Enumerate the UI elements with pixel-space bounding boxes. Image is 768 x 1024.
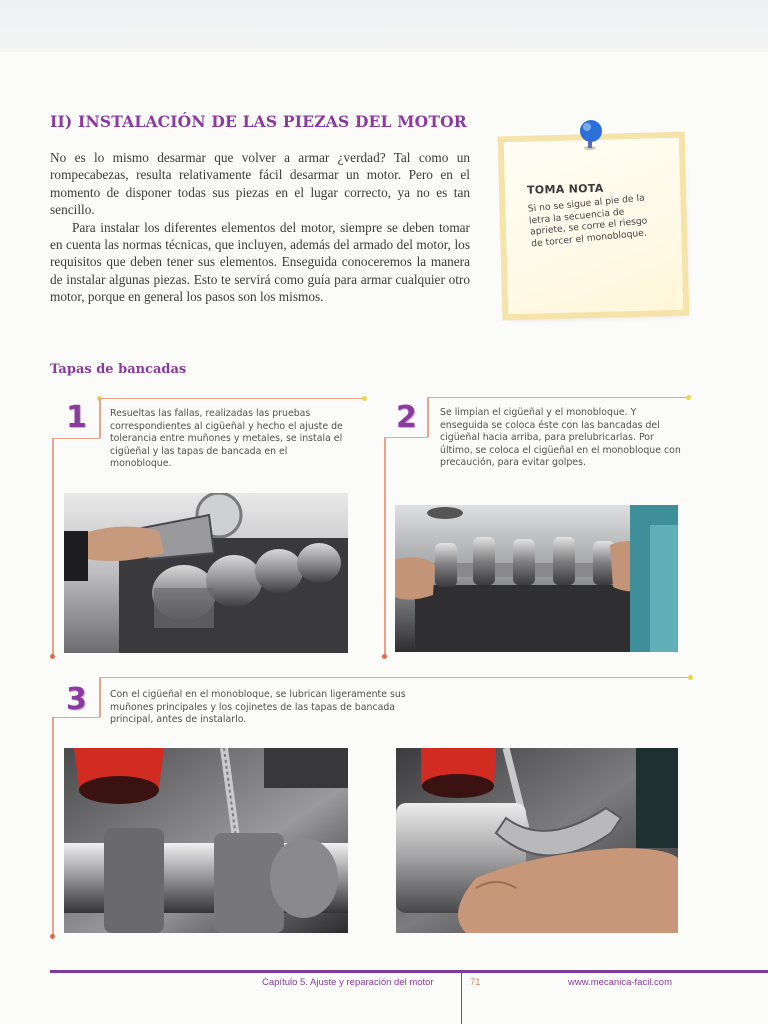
rail-line — [52, 717, 54, 937]
rail-dot — [688, 675, 693, 680]
step-number-2: 2 — [396, 400, 417, 435]
footer-rule — [50, 970, 768, 973]
rail-line — [100, 398, 365, 399]
section-title: II) INSTALACIÓN DE LAS PIEZAS DEL MOTOR — [50, 112, 467, 131]
photo-bearing-cap-hand — [396, 748, 678, 933]
rail-line — [427, 397, 429, 437]
note-title: TOMA NOTA — [526, 181, 604, 197]
note-card — [504, 138, 683, 315]
subsection-title: Tapas de bancadas — [50, 362, 187, 377]
step-text-3: Con el cigüeñal en el monobloque, se lubrican ligeramente sus muñones principales y los cojinetes de las tapas de bancada principal, antes de instalarlo. — [110, 689, 406, 726]
rail-line — [53, 438, 100, 439]
step-number-1: 1 — [66, 400, 87, 435]
rail-line — [100, 677, 690, 678]
rail-line — [385, 437, 428, 438]
rail-line — [427, 397, 689, 398]
footer-website-link[interactable]: www.mecanica-facil.com — [568, 977, 672, 988]
page-number: 71 — [470, 977, 481, 988]
photo-bearing-cap — [64, 493, 348, 653]
rail-dot — [50, 934, 55, 939]
photo-lubricating-journal — [64, 748, 348, 933]
rail-line — [99, 398, 101, 438]
step-text-1: Resueltas las fallas, realizadas las pruebas correspondientes al cigüeñal y hecho el ajuste de tolerancia entre muñones y metales, se instala el cigüeñal y las tapas de bancada en el monobloque. — [110, 408, 343, 470]
step-number-3: 3 — [66, 682, 87, 717]
intro-paragraph-1: No es lo mismo desarmar que volver a armar ¿verdad? Tal como un rompecabezas, resulta relativamente fácil desarmar un motor. Pero en el momento de disponer todas sus piezas en el lugar correcto, ya no es tan sencillo. — [50, 150, 470, 218]
rail-line — [52, 438, 54, 656]
rail-line — [384, 437, 386, 657]
pushpin-icon — [576, 118, 606, 154]
photo-crankshaft-placement — [395, 505, 678, 652]
page-top-band — [0, 0, 768, 52]
rail-dot — [382, 654, 387, 659]
note-text: Si no se sigue al pie de la letra la secuencia de apriete, se corre el riesgo de torcer el monobloque. — [527, 192, 648, 250]
rail-line — [53, 717, 100, 718]
rail-dot — [686, 395, 691, 400]
rail-dot — [362, 396, 367, 401]
rail-dot — [50, 654, 55, 659]
rail-line — [99, 677, 101, 717]
step-text-2: Se limpian el cigüeñal y el monobloque. Y enseguida se coloca éste con las bancadas del cigüeñal hacia arriba, para prelubricarlas. Por último, se coloca el cigüeñal en el monobloque con precaución, para evitar golpes. — [440, 407, 681, 469]
footer-separator — [461, 972, 462, 1024]
footer-chapter: Capítulo 5. Ajuste y reparación del motor — [262, 977, 434, 988]
intro-paragraph-2: Para instalar los diferentes elementos del motor, siempre se deben tomar en cuenta las normas técnicas, que incluyen, además del armado del motor, los requisitos que deben tener sus elementos. Enseguida conoceremos la manera de instalar algunas piezas. Esto te servirá como guía para armar cualquier otro motor, porque en general los pasos son los mismos. — [50, 219, 470, 305]
intro-text — [50, 149, 470, 306]
